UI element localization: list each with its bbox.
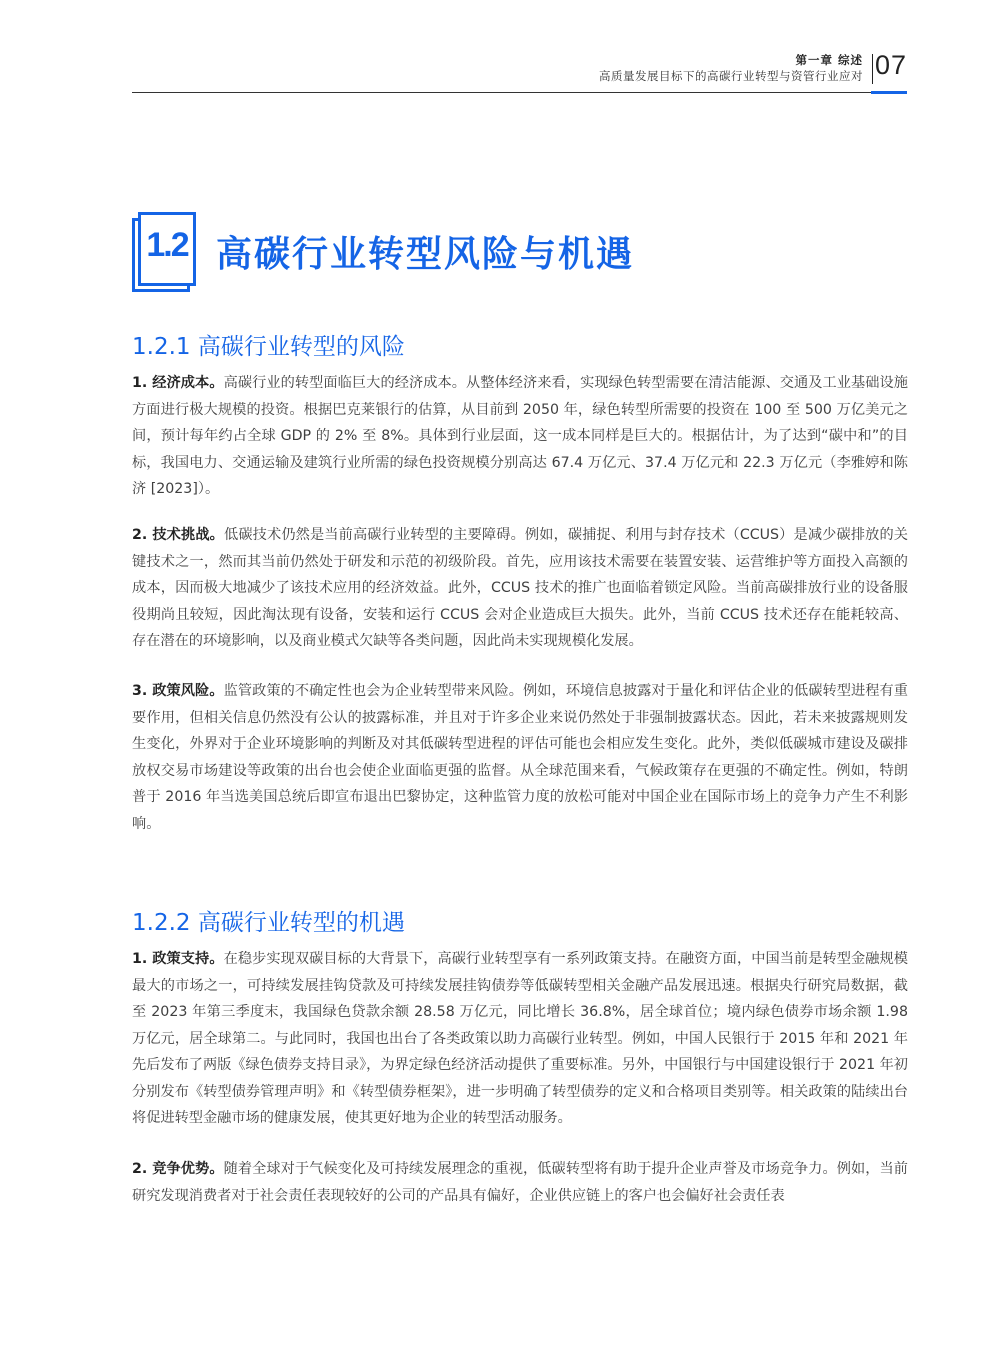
paragraph-lead: 2. 技术挑战。 bbox=[132, 527, 224, 543]
paragraph-policy-risk bbox=[132, 678, 908, 837]
section-title: 高碳行业转型风险与机遇 bbox=[216, 234, 635, 275]
paragraph-text: 监管政策的不确定性也会为企业转型带来风险。例如，环境信息披露对于量化和评估企业的低碳转型进程有重要作用，但相关信息仍然没有公认的披露标准，并且对于许多企业来说仍然处于非强制披露状态。因此，若未来披露规则发生变化，外界对于企业环境影响的判断及对其低碳转型进程的评估可能也会相应发生变化。此外，类似低碳城市建设及碳排放权交易市场建设等政策的出台也会使企业面临更强的监督。从全球范围来看，气候政策存在更强的不确定性。例如，特朗普于 2016 年当选美国总统后即宣布退出巴黎协定，这种监管力度的放松可能对中国企业在国际市场上的竞争力产生不利影响。 bbox=[132, 683, 908, 832]
paragraph-text: 高碳行业的转型面临巨大的经济成本。从整体经济来看，实现绿色转型需要在清洁能源、交通及工业基础设施方面进行极大规模的投资。根据巴克莱银行的估算，从目前到 2050 年，绿色转型所需要的投资在 100 至 500 万亿美元之间，预计每年约占全球 GDP 的 2% 至 8%。具体到行业层面，这一成本同样是巨大的。根据估计，为了达到“碳中和”的目标，我国电力、交通运输及建筑行业所需的绿色投资规模分别高达 67.4 万亿元、37.4 万亿元和 22.3 万亿元（李雅婷和陈济 [2023]）。 bbox=[132, 375, 908, 497]
paragraph-technical-challenge bbox=[132, 522, 908, 655]
paragraph-lead: 1. 政策支持。 bbox=[132, 951, 224, 967]
header-text bbox=[599, 52, 863, 84]
paragraph-competitive-advantage bbox=[132, 1156, 908, 1209]
paragraph-text: 在稳步实现双碳目标的大背景下，高碳行业转型享有一系列政策支持。在融资方面，中国当前是转型金融规模最大的市场之一，可持续发展挂钩贷款及可持续发展挂钩债券等低碳转型相关金融产品发展迅速。根据央行研究局数据，截至 2023 年第三季度末，我国绿色贷款余额 28.58 万亿元，同比增长 36.8%，居全球首位；境内绿色债券市场余额 1.98 万亿元，居全球第二。与此同时，我国也出台了各类政策以助力高碳行业转型。例如，中国人民银行于 2015 年和 2021 年先后发布了两版《绿色债券支持目录》，为界定绿色经济活动提供了重要标准。另外，中国银行与中国建设银行于 2021 年初分别发布《转型债券管理声明》和《转型债券框架》，进一步明确了转型债券的定义和合格项目类别等。相关政策的陆续出台将促进转型金融市场的健康发展，使其更好地为企业的转型活动服务。 bbox=[132, 951, 908, 1126]
header-rule bbox=[132, 92, 907, 93]
paragraph-lead: 1. 经济成本。 bbox=[132, 375, 224, 391]
subsection-title-risks: 1.2.1 高碳行业转型的风险 bbox=[132, 334, 405, 360]
header-divider bbox=[872, 54, 873, 84]
page-number: 07 bbox=[874, 50, 907, 80]
paragraph-text: 低碳技术仍然是当前高碳行业转型的主要障碍。例如，碳捕捉、利用与封存技术（CCUS）是减少碳排放的关键技术之一，然而其当前仍然处于研发和示范的初级阶段。首先，应用该技术需要在装置安装、运营维护等方面投入高额的成本，因而极大地减少了该技术应用的经济效益。此外，CCUS 技术的推广也面临着锁定风险。当前高碳排放行业的设备服役期尚且较短，因此淘汰现有设备，安装和运行 CCUS 会对企业造成巨大损失。此外，当前 CCUS 技术还存在能耗较高、存在潜在的环境影响，以及商业模式欠缺等各类问题，因此尚未实现规模化发展。 bbox=[132, 527, 908, 649]
paragraph-text: 随着全球对于气候变化及可持续发展理念的重视，低碳转型将有助于提升企业声誉及市场竞争力。例如，当前研究发现消费者对于社会责任表现较好的公司的产品具有偏好，企业供应链上的客户也会偏好社会责任表 bbox=[132, 1161, 908, 1204]
chapter-title: 第一章 综述 bbox=[795, 53, 863, 67]
section-number-badge bbox=[132, 212, 198, 294]
paragraph-policy-support bbox=[132, 946, 908, 1132]
section-number: 1.2 bbox=[146, 226, 188, 264]
subsection-title-opportunities: 1.2.2 高碳行业转型的机遇 bbox=[132, 910, 405, 936]
header-accent-bar bbox=[871, 91, 907, 94]
paragraph-lead: 2. 竞争优势。 bbox=[132, 1161, 224, 1177]
page-header bbox=[132, 44, 907, 94]
paragraph-lead: 3. 政策风险。 bbox=[132, 683, 224, 699]
report-subtitle: 高质量发展目标下的高碳行业转型与资管行业应对 bbox=[599, 69, 863, 83]
paragraph-economic-cost bbox=[132, 370, 908, 503]
